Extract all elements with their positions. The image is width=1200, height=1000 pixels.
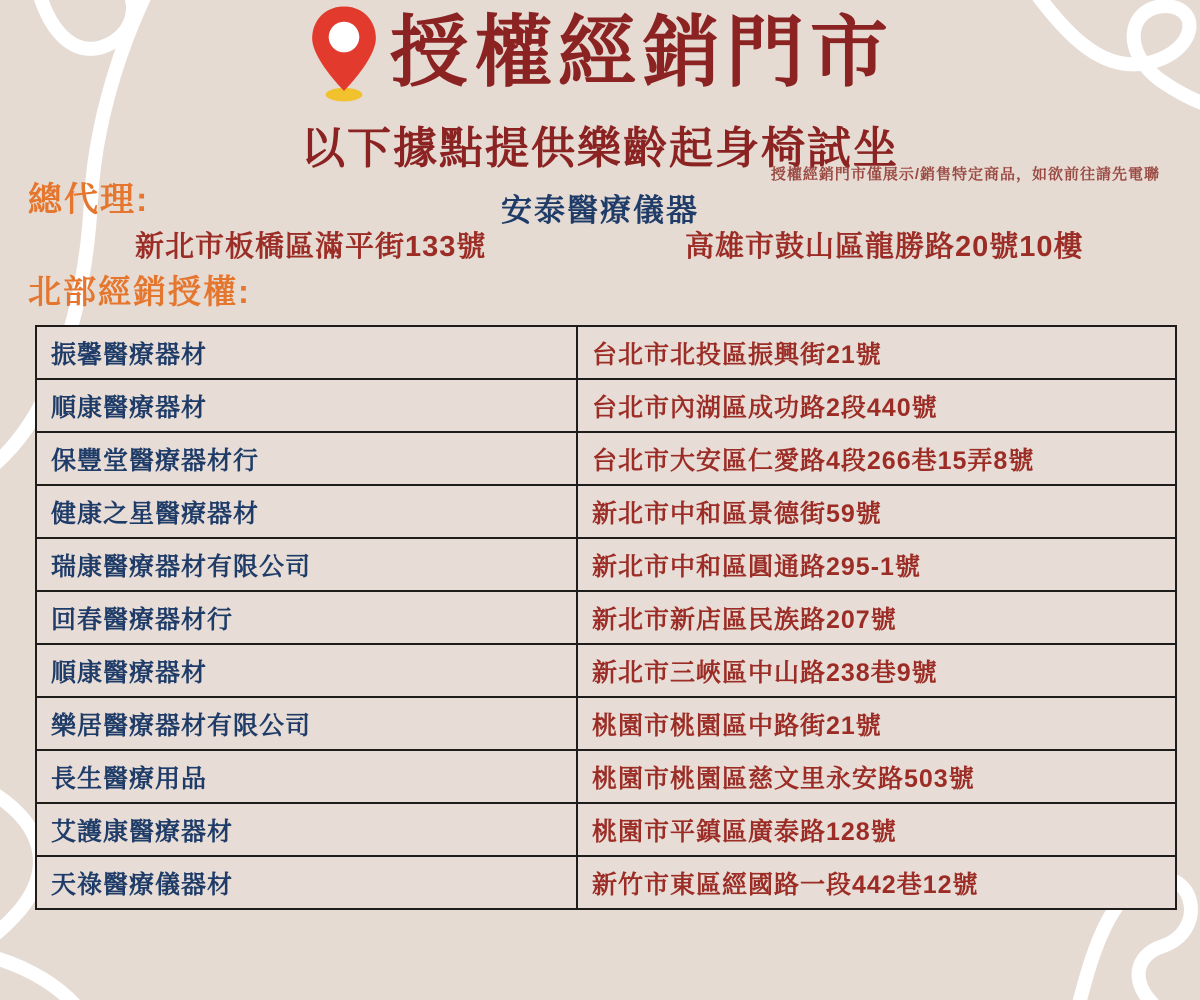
table-row: [36, 485, 1176, 538]
header: [0, 4, 1200, 102]
table-row: [36, 379, 1176, 432]
section-label-north-dealers: 北部經銷授權:: [28, 273, 251, 310]
store-name-cell: 回春醫療器材行: [36, 591, 577, 644]
table-row: [36, 750, 1176, 803]
store-address-cell: 新北市新店區民族路207號: [577, 591, 1176, 644]
header-note: 授權經銷門市僅展示/銷售特定商品，如欲前往請先電聯: [770, 166, 1160, 183]
store-name-cell: 振馨醫療器材: [36, 326, 577, 379]
distributor-address-north: 新北市板橋區滿平街133號: [135, 231, 487, 263]
store-name-cell: 天祿醫療儀器材: [36, 856, 577, 909]
table-row: [36, 591, 1176, 644]
store-address-cell: 台北市大安區仁愛路4段266巷15弄8號: [577, 432, 1176, 485]
table-row: [36, 856, 1176, 909]
table-row: [36, 644, 1176, 697]
store-address-cell: 新北市中和區景德街59號: [577, 485, 1176, 538]
store-address-cell: 新北市中和區圓通路295-1號: [577, 538, 1176, 591]
location-pin-icon: [306, 4, 382, 102]
page-title: 授權經銷門市: [389, 8, 894, 97]
store-address-cell: 新竹市東區經國路一段442巷12號: [577, 856, 1176, 909]
table-row: [36, 326, 1176, 379]
distributor-company: 安泰醫療儀器: [501, 193, 699, 228]
store-address-cell: 台北市北投區振興街21號: [577, 326, 1176, 379]
table-row: [36, 538, 1176, 591]
table-row: [36, 697, 1176, 750]
dealer-table: [35, 325, 1177, 910]
store-name-cell: 順康醫療器材: [36, 379, 577, 432]
store-name-cell: 保豐堂醫療器材行: [36, 432, 577, 485]
store-name-cell: 瑞康醫療器材有限公司: [36, 538, 577, 591]
store-name-cell: 健康之星醫療器材: [36, 485, 577, 538]
table-row: [36, 432, 1176, 485]
distributor-label: 總代理:: [28, 181, 150, 219]
store-name-cell: 順康醫療器材: [36, 644, 577, 697]
store-address-cell: 桃園市桃園區慈文里永安路503號: [577, 750, 1176, 803]
store-address-cell: 台北市內湖區成功路2段440號: [577, 379, 1176, 432]
store-name-cell: 艾護康醫療器材: [36, 803, 577, 856]
store-name-cell: 樂居醫療器材有限公司: [36, 697, 577, 750]
store-name-cell: 長生醫療用品: [36, 750, 577, 803]
table-row: [36, 803, 1176, 856]
store-address-cell: 新北市三峽區中山路238巷9號: [577, 644, 1176, 697]
store-address-cell: 桃園市桃園區中路街21號: [577, 697, 1176, 750]
store-address-cell: 桃園市平鎮區廣泰路128號: [577, 803, 1176, 856]
distributor-address-south: 高雄市鼓山區龍勝路20號10樓: [685, 231, 1084, 263]
page-subtitle: 以下據點提供樂齡起身椅試坐: [301, 124, 899, 173]
